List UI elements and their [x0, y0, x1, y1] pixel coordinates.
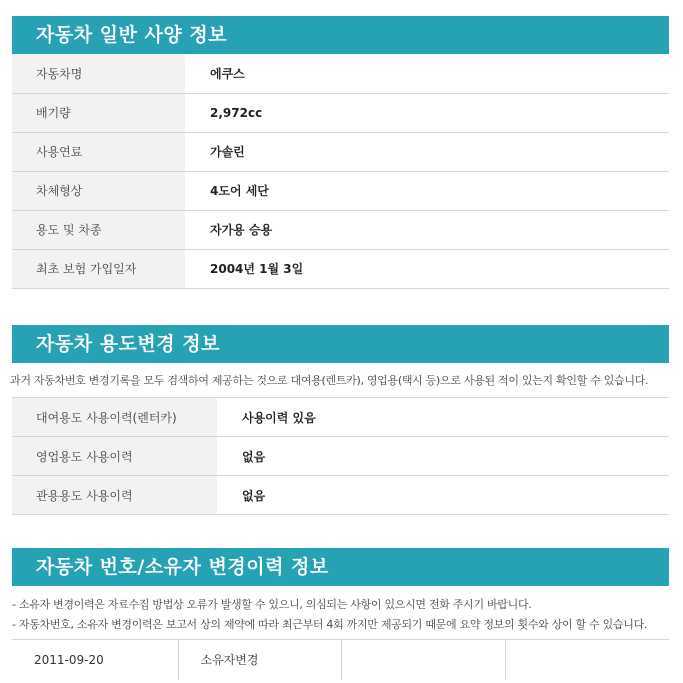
spec-value-displacement: 2,972cc [185, 93, 669, 132]
general-spec-header [12, 16, 669, 54]
ownership-history-table [12, 639, 669, 680]
usage-change-title: 자동차 용도변경 정보 [36, 333, 220, 355]
usage-change-table [12, 397, 669, 515]
general-spec-table [12, 54, 669, 289]
table-row [12, 132, 669, 171]
spec-label-displacement: 배기량 [12, 93, 185, 132]
table-row [12, 437, 669, 476]
table-row [12, 54, 669, 93]
usage-value-rental: 사용이력 있음 [217, 398, 669, 437]
usage-change-note: 과거 자동차번호 변경기록을 모두 검색하여 제공하는 것으로 대여용(렌트카), 영업용(택시 등)으로 사용된 적이 있는지 확인할 수 있습니다. [10, 374, 649, 387]
ownership-note-1: - 소유자 변경이력은 자료수집 방법상 오류가 발생할 수 있으니, 의심되는 사항이 있으시면 전화 주시기 바랍니다. [12, 598, 532, 611]
spec-label-body: 차체형상 [12, 171, 185, 210]
spec-value-car-name: 에쿠스 [185, 54, 669, 93]
table-row [12, 210, 669, 249]
usage-value-government: 없음 [217, 476, 669, 515]
table-row [12, 640, 669, 680]
usage-label-government: 관용용도 사용이력 [12, 476, 217, 515]
spec-label-usage-type: 용도 및 차종 [12, 210, 185, 249]
spec-value-insurance-date: 2004년 1월 3일 [185, 249, 669, 288]
table-row [12, 476, 669, 515]
history-cell-4 [505, 640, 669, 680]
table-row [12, 93, 669, 132]
spec-value-body: 4도어 세단 [185, 171, 669, 210]
general-spec-title: 자동차 일반 사양 정보 [36, 24, 228, 46]
table-row [12, 249, 669, 288]
usage-value-commercial: 없음 [217, 437, 669, 476]
ownership-header [12, 548, 669, 586]
spec-value-usage-type: 자가용 승용 [185, 210, 669, 249]
table-row [12, 171, 669, 210]
history-cell-3 [341, 640, 505, 680]
history-date: 2011-09-20 [12, 640, 178, 680]
spec-label-car-name: 자동차명 [12, 54, 185, 93]
ownership-title: 자동차 번호/소유자 변경이력 정보 [36, 556, 329, 578]
usage-label-commercial: 영업용도 사용이력 [12, 437, 217, 476]
table-row [12, 398, 669, 437]
history-event: 소유자변경 [178, 640, 341, 680]
spec-value-fuel: 가솔린 [185, 132, 669, 171]
ownership-note-2: - 자동차번호, 소유자 변경이력은 보고서 상의 제약에 따라 최근부터 4회 까지만 제공되기 때문에 요약 정보의 횟수와 상이 할 수 있습니다. [12, 618, 648, 631]
usage-label-rental: 대여용도 사용이력(렌터카) [12, 398, 217, 437]
usage-change-header [12, 325, 669, 363]
spec-label-insurance-date: 최초 보험 가입일자 [12, 249, 185, 288]
spec-label-fuel: 사용연료 [12, 132, 185, 171]
